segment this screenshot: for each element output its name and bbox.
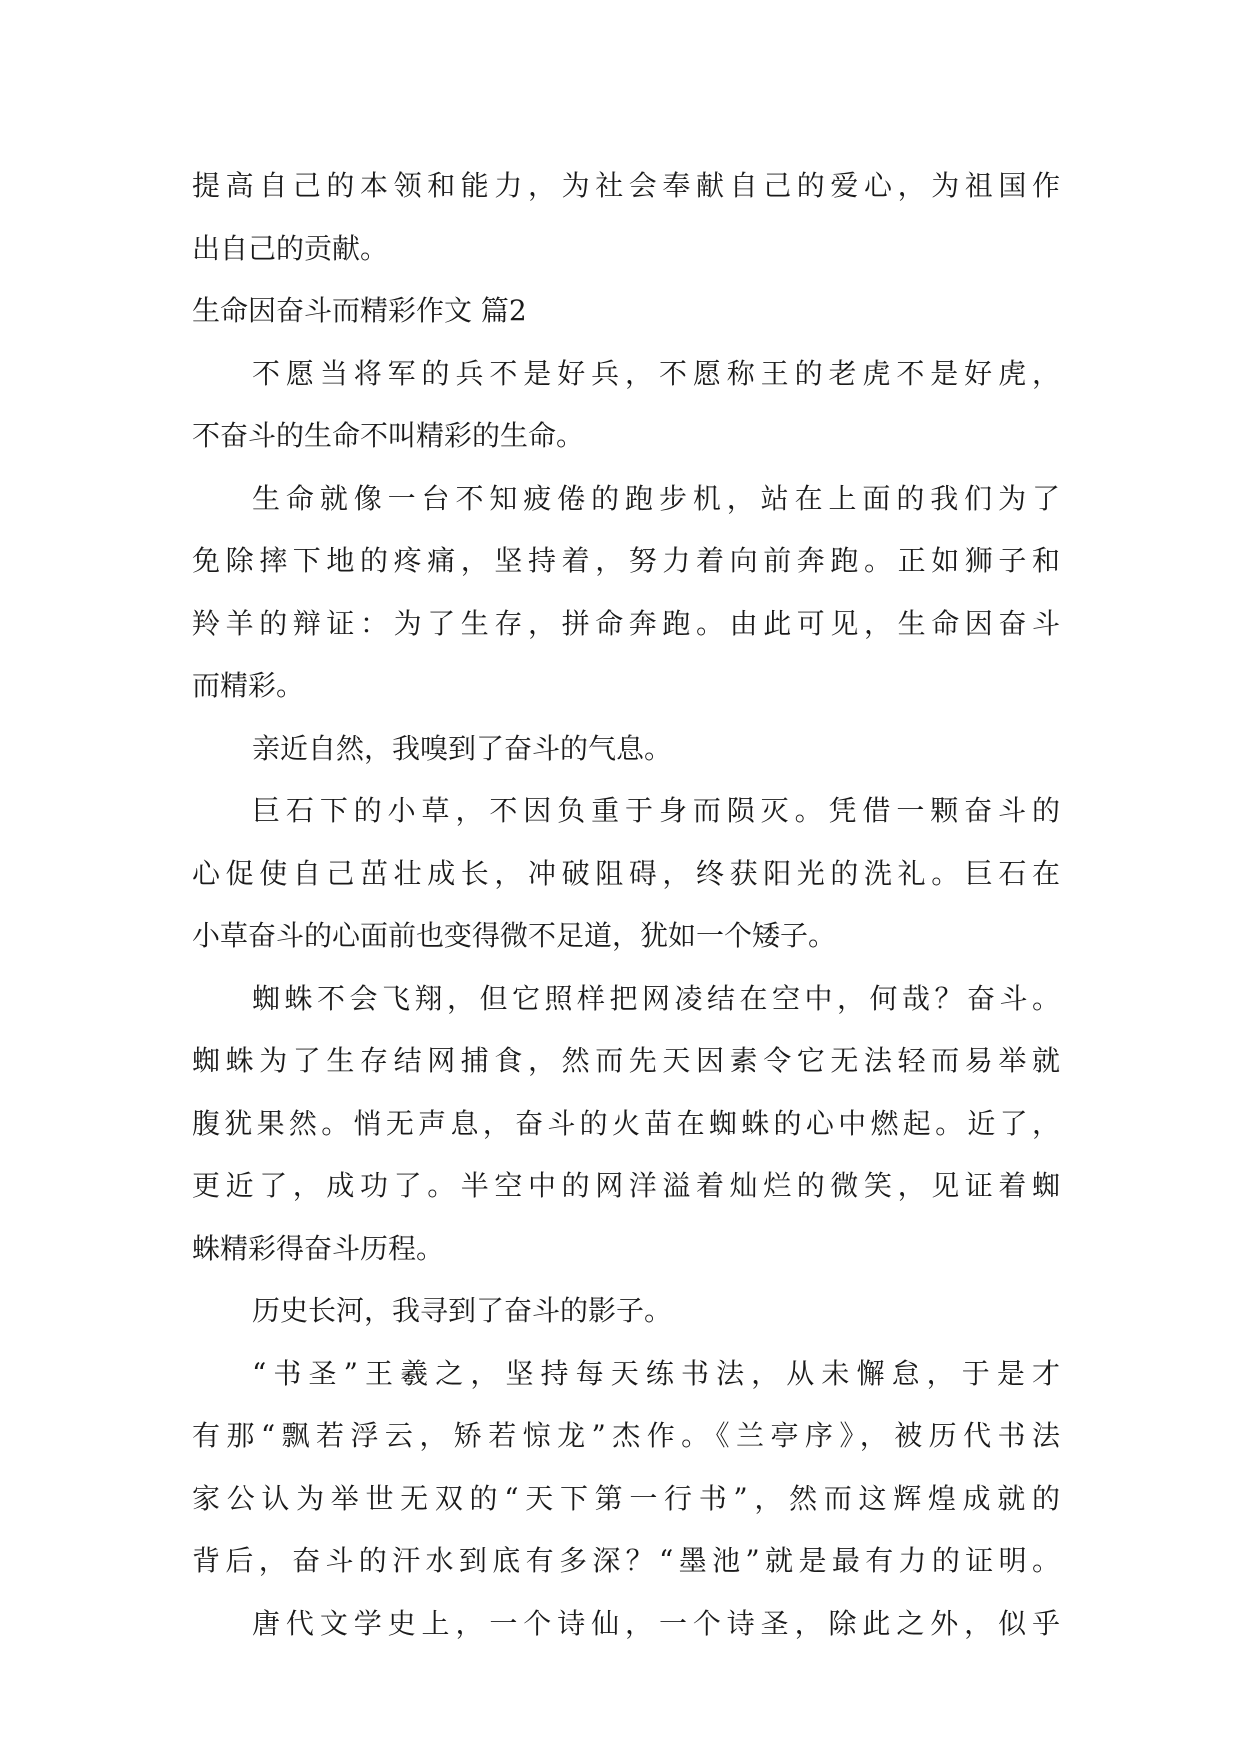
section-heading: 生命因奋斗而精彩作文 篇2 <box>192 294 527 327</box>
text-line: 背后，奋斗的汗水到底有多深？“墨池”就是最有力的证明。 <box>192 1544 1060 1577</box>
text-line: 蜘蛛不会飞翔，但它照样把网凌结在空中，何哉？奋斗。 <box>252 981 1060 1015</box>
text-line: 历史长河，我寻到了奋斗的影子。 <box>252 1294 673 1327</box>
text-line: 唐代文学史上，一个诗仙，一个诗圣，除此之外，似乎 <box>252 1606 1060 1640</box>
text-line: 羚羊的辩证：为了生存，拼命奔跑。由此可见，生命因奋斗 <box>192 606 1060 640</box>
text-line: 蛛精彩得奋斗历程。 <box>192 1231 445 1265</box>
text-line: 出自己的贡献。 <box>192 231 389 265</box>
text-line: 有那“飘若浮云，矫若惊龙”杰作。《兰亭序》，被历代书法 <box>192 1419 1060 1452</box>
text-line: 心促使自己茁壮成长，冲破阻碍，终获阳光的洗礼。巨石在 <box>192 856 1060 890</box>
text-line: 生命就像一台不知疲倦的跑步机，站在上面的我们为了 <box>252 481 1060 515</box>
text-line: 而精彩。 <box>192 669 305 702</box>
text-line: 不奋斗的生命不叫精彩的生命。 <box>192 419 585 452</box>
text-line: “书圣”王羲之，坚持每天练书法，从未懈怠，于是才 <box>252 1356 1060 1390</box>
text-line: 小草奋斗的心面前也变得微不足道，犹如一个矮子。 <box>192 919 837 952</box>
text-line: 家公认为举世无双的“天下第一行书”，然而这辉煌成就的 <box>192 1481 1060 1515</box>
text-line: 免除摔下地的疼痛，坚持着，努力着向前奔跑。正如狮子和 <box>192 544 1060 577</box>
text-line: 不愿当将军的兵不是好兵，不愿称王的老虎不是好虎， <box>252 356 1060 390</box>
text-line: 亲近自然，我嗅到了奋斗的气息。 <box>252 731 673 765</box>
text-line: 提高自己的本领和能力，为社会奉献自己的爱心，为祖国作 <box>192 169 1060 202</box>
text-line: 腹犹果然。悄无声息，奋斗的火苗在蜘蛛的心中燃起。近了， <box>192 1106 1060 1140</box>
text-line: 蜘蛛为了生存结网捕食，然而先天因素令它无法轻而易举就 <box>192 1044 1060 1077</box>
document-body <box>192 155 1060 1655</box>
text-line: 更近了，成功了。半空中的网洋溢着灿烂的微笑，见证着蜘 <box>192 1169 1060 1202</box>
text-line: 巨石下的小草，不因负重于身而陨灭。凭借一颗奋斗的 <box>252 794 1060 827</box>
